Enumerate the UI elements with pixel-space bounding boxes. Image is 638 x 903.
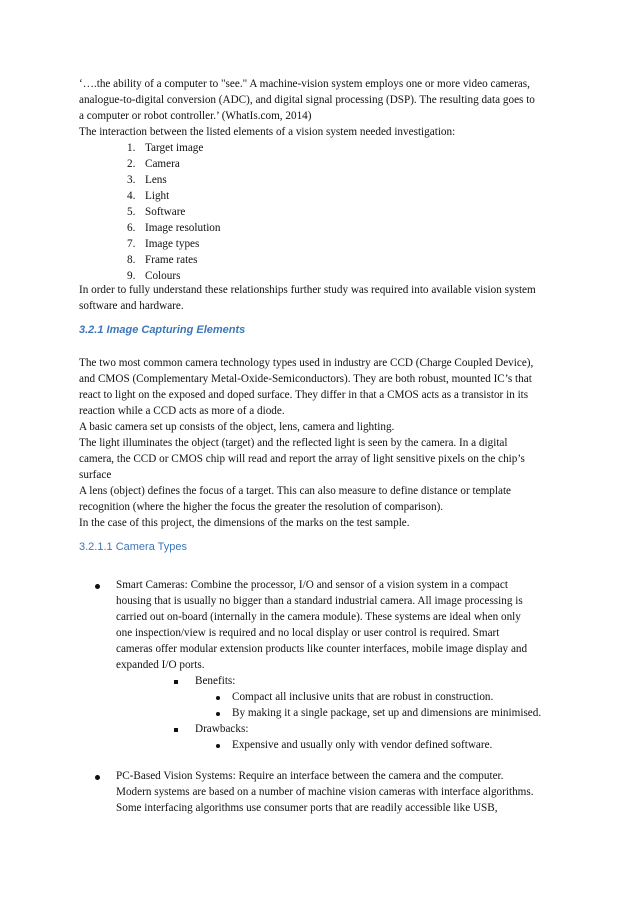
benefit-item: Compact all inclusive units that are robust in construction. bbox=[232, 691, 494, 703]
text-line: Modern systems are based on a number of machine vision cameras with interface algorithms. bbox=[116, 786, 534, 798]
text-line: Some interfacing algorithms use consumer ports that are readily accessible like USB, bbox=[116, 802, 498, 814]
text-line: software and hardware. bbox=[79, 300, 184, 312]
list-item: 2. Camera bbox=[127, 158, 180, 170]
bullet-icon bbox=[216, 744, 220, 748]
bullet-icon bbox=[95, 584, 100, 589]
intro-quote-paragraph bbox=[79, 76, 561, 140]
text-line: ‘….the ability of a computer to "see." A machine-vision system employs one or more video cameras, bbox=[79, 78, 530, 90]
text-line: In the case of this project, the dimensions of the marks on the test sample. bbox=[79, 517, 410, 529]
vision-elements-list bbox=[127, 140, 221, 284]
list-item: 6. Image resolution bbox=[127, 222, 221, 234]
text-line: and CMOS (Complementary Metal-Oxide-Semiconductors). They are both robust, mounted IC’s that bbox=[79, 373, 532, 385]
pc-based-paragraph bbox=[116, 768, 561, 816]
subsection-heading: 3.2.1.1 Camera Types bbox=[79, 541, 188, 553]
text-line: In order to fully understand these relationships further study was required into available vision system bbox=[79, 284, 536, 296]
bullet-icon bbox=[216, 696, 220, 700]
square-bullet-icon bbox=[174, 728, 178, 732]
capture-elements-paragraph bbox=[79, 355, 561, 531]
list-item: 9. Colours bbox=[127, 270, 181, 282]
text-line: a computer or robot controller.’ (WhatIs.com, 2014) bbox=[79, 110, 312, 122]
bullet-icon bbox=[95, 775, 100, 780]
drawback-item: Expensive and usually only with vendor defined software. bbox=[232, 739, 493, 751]
text-line: reaction while a CCD acts as more of a diode. bbox=[79, 405, 285, 417]
text-line: The interaction between the listed elements of a vision system needed investigation: bbox=[79, 126, 456, 138]
text-line: The light illuminates the object (target) and the reflected light is seen by the camera. In a digital bbox=[79, 437, 508, 449]
text-line: one inspection/view is required and no local display or user control is required. Smart bbox=[116, 627, 500, 639]
text-line: A lens (object) defines the focus of a target. This can also measure to define distance or template bbox=[79, 485, 512, 497]
text-line: housing that is usually no bigger than a standard industrial camera. All image processing is bbox=[116, 595, 523, 607]
section-heading: 3.2.1 Image Capturing Elements bbox=[79, 324, 246, 336]
smart-cameras-paragraph bbox=[116, 577, 561, 673]
list-item: 8. Frame rates bbox=[127, 254, 198, 266]
text-line: analogue-to-digital conversion (ADC), and digital signal processing (DSP). The resulting data goes to bbox=[79, 94, 535, 106]
square-bullet-icon bbox=[174, 680, 178, 684]
benefit-item: By making it a single package, set up and dimensions are minimised. bbox=[232, 707, 542, 719]
text-line: PC-Based Vision Systems: Require an interface between the camera and the computer. bbox=[116, 770, 504, 782]
text-line: carried out on-board (internally in the camera module). These systems are ideal when only bbox=[116, 611, 521, 623]
text-line: A basic camera set up consists of the object, lens, camera and lighting. bbox=[79, 421, 395, 433]
text-line: recognition (where the higher the focus the greater the resolution of comparison). bbox=[79, 501, 444, 513]
list-item: 3. Lens bbox=[127, 174, 167, 186]
text-line: The two most common camera technology types used in industry are CCD (Charge Coupled Device), bbox=[79, 357, 534, 369]
bullet-icon bbox=[216, 712, 220, 716]
study-paragraph bbox=[79, 282, 561, 314]
text-line: expanded I/O ports. bbox=[116, 659, 205, 671]
text-line: surface bbox=[79, 469, 112, 481]
list-item: 4. Light bbox=[127, 190, 170, 202]
benefits-label: Benefits: bbox=[195, 675, 236, 687]
text-line: camera, the CCD or CMOS chip will read and report the array of light sensitive pixels on the chip’s bbox=[79, 453, 525, 465]
drawbacks-label: Drawbacks: bbox=[195, 723, 249, 735]
text-line: Smart Cameras: Combine the processor, I/O and sensor of a vision system in a compact bbox=[116, 579, 508, 591]
list-item: 1. Target image bbox=[127, 142, 204, 154]
list-item: 7. Image types bbox=[127, 238, 200, 250]
text-line: react to light on the exposed and doped surface. They differ in that a CMOS acts as a transistor in its bbox=[79, 389, 529, 401]
list-item: 5. Software bbox=[127, 206, 186, 218]
text-line: cameras offer modular extension products like counter interfaces, mobile image display and bbox=[116, 643, 528, 655]
